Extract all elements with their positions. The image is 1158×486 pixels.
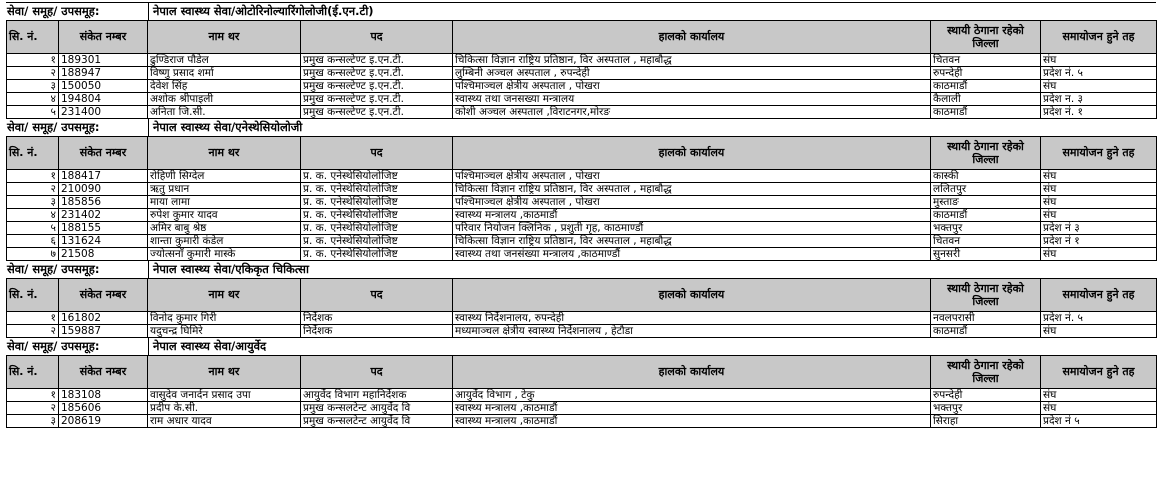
cell-district: सिराहा	[931, 415, 1041, 428]
cell-code-number: 208619	[59, 415, 148, 428]
section-title	[6, 3, 1156, 20]
header-name: नाम थर	[148, 279, 301, 312]
employee-table	[6, 136, 1157, 261]
cell-serial-no: ३	[7, 196, 59, 209]
cell-post: प्र. क. एनेस्थेसियोलोजिष्ट	[301, 209, 453, 222]
cell-post: प्र. क. एनेस्थेसियोलोजिष्ट	[301, 248, 453, 261]
header-adjustment-level: समायोजन हुने तह	[1041, 356, 1157, 389]
header-adjustment-level: समायोजन हुने तह	[1041, 21, 1157, 54]
cell-post: प्र. क. एनेस्थेसियोलोजिष्ट	[301, 196, 453, 209]
cell-post: प्रमुख कन्सल्टेण्ट इ.एन.टी.	[301, 54, 453, 67]
cell-adjustment-level: संघ	[1041, 170, 1157, 183]
cell-district: कास्की	[931, 170, 1041, 183]
section-label: सेवा/ समूह/ उपसमूह:	[6, 3, 149, 20]
cell-serial-no: १	[7, 312, 59, 325]
cell-serial-no: २	[7, 67, 59, 80]
cell-name: विनोद कुमार गिरी	[148, 312, 301, 325]
cell-post: प्र. क. एनेस्थेसियोलोजिष्ट	[301, 183, 453, 196]
table-row	[7, 67, 1157, 80]
section-name: नेपाल स्वास्थ्य सेवा/एनेस्थेसियोलोजी	[153, 120, 303, 134]
cell-post: प्र. क. एनेस्थेसियोलोजिष्ट	[301, 170, 453, 183]
cell-adjustment-level: प्रदेश नं. १	[1041, 106, 1157, 119]
cell-code-number: 21508	[59, 248, 148, 261]
employee-table	[6, 278, 1157, 338]
section-label: सेवा/ समूह/ उपसमूह:	[6, 338, 149, 355]
cell-post: प्रमुख कन्सलटेन्ट आयुर्वेद वि	[301, 415, 453, 428]
cell-post: प्रमुख कन्सलटेन्ट आयुर्वेद वि	[301, 402, 453, 415]
table-row	[7, 312, 1157, 325]
cell-code-number: 231402	[59, 209, 148, 222]
header-name: नाम थर	[148, 137, 301, 170]
document-sheet	[6, 0, 1156, 428]
cell-district: मुस्ताङ	[931, 196, 1041, 209]
cell-post: निर्देशक	[301, 325, 453, 338]
table-row	[7, 93, 1157, 106]
table-row	[7, 106, 1157, 119]
cell-name: ऋतु प्रधान	[148, 183, 301, 196]
cell-district: काठमाडौं	[931, 209, 1041, 222]
cell-office: चिकित्सा विज्ञान राष्ट्रिय प्रतिष्ठान, विर अस्पताल , महाबौद्ध	[453, 54, 931, 67]
table-row	[7, 196, 1157, 209]
header-office: हालको कार्यालय	[453, 21, 931, 54]
cell-code-number: 188417	[59, 170, 148, 183]
cell-serial-no: १	[7, 54, 59, 67]
cell-serial-no: ३	[7, 415, 59, 428]
cell-office: कोशी अञ्चल अस्पताल ,विराटनगर,मोरङ	[453, 106, 931, 119]
header-post: पद	[301, 279, 453, 312]
cell-office: पश्चिमाञ्चल क्षेत्रीय अस्पताल , पोखरा	[453, 170, 931, 183]
section-name: नेपाल स्वास्थ्य सेवा/एकिकृत चिकित्सा	[153, 262, 309, 276]
cell-adjustment-level: प्रदेश नं ३	[1041, 222, 1157, 235]
cell-adjustment-level: प्रदेश नं ५	[1041, 415, 1157, 428]
header-post: पद	[301, 137, 453, 170]
cell-district: काठमाडौं	[931, 325, 1041, 338]
section-name: नेपाल स्वास्थ्य सेवा/आयुर्वेद	[153, 339, 267, 353]
cell-post: प्रमुख कन्सल्टेण्ट इ.एन.टी.	[301, 93, 453, 106]
cell-office: मध्यमाञ्चल क्षेत्रीय स्वास्थ्य निर्देशनालय , हेटौडा	[453, 325, 931, 338]
cell-name: वासुदेव जनार्दन प्रसाद उपा	[148, 389, 301, 402]
table-row	[7, 415, 1157, 428]
cell-office: स्वास्थ्य मन्त्रालय ,काठमाडौं	[453, 209, 931, 222]
header-adjustment-level: समायोजन हुने तह	[1041, 279, 1157, 312]
header-post: पद	[301, 21, 453, 54]
cell-code-number: 131624	[59, 235, 148, 248]
header-office: हालको कार्यालय	[453, 279, 931, 312]
cell-office: चिकित्सा विज्ञान राष्ट्रिय प्रतिष्ठान, विर अस्पताल , महाबौद्ध	[453, 235, 931, 248]
cell-name: अनिता जि.सी.	[148, 106, 301, 119]
table-row	[7, 170, 1157, 183]
cell-district: रुपन्देही	[931, 67, 1041, 80]
section-label: सेवा/ समूह/ उपसमूह:	[6, 261, 149, 278]
cell-office: पश्चिमाञ्चल क्षेत्रीय अस्पताल , पोखरा	[453, 196, 931, 209]
cell-district: काठमाडौं	[931, 80, 1041, 93]
table-row	[7, 209, 1157, 222]
cell-adjustment-level: संघ	[1041, 183, 1157, 196]
cell-code-number: 150050	[59, 80, 148, 93]
cell-adjustment-level: संघ	[1041, 80, 1157, 93]
cell-adjustment-level: प्रदेश नं. ५	[1041, 67, 1157, 80]
cell-post: प्रमुख कन्सल्टेण्ट इ.एन.टी.	[301, 80, 453, 93]
cell-name: यदुचन्द्र घिमिरे	[148, 325, 301, 338]
cell-code-number: 189301	[59, 54, 148, 67]
header-serial-no: सि. नं.	[7, 137, 59, 170]
cell-post: प्र. क. एनेस्थेसियोलोजिष्ट	[301, 235, 453, 248]
cell-serial-no: १	[7, 170, 59, 183]
cell-adjustment-level: प्रदेश नं १	[1041, 235, 1157, 248]
cell-code-number: 188155	[59, 222, 148, 235]
header-code-number: संकेत नम्बर	[59, 137, 148, 170]
table-header-row	[7, 21, 1157, 54]
cell-district: नवलपरासी	[931, 312, 1041, 325]
cell-office: स्वास्थ्य तथा जनसख्या मन्त्रालय	[453, 93, 931, 106]
cell-serial-no: २	[7, 183, 59, 196]
header-name: नाम थर	[148, 21, 301, 54]
table-header-row	[7, 137, 1157, 170]
table-row	[7, 54, 1157, 67]
cell-adjustment-level: संघ	[1041, 389, 1157, 402]
header-district: स्थायी ठेगाना रहेको जिल्ला	[931, 137, 1041, 170]
header-district: स्थायी ठेगाना रहेको जिल्ला	[931, 356, 1041, 389]
section-label: सेवा/ समूह/ उपसमूह:	[6, 119, 149, 136]
table-row	[7, 402, 1157, 415]
cell-adjustment-level: प्रदेश न. ३	[1041, 93, 1157, 106]
cell-name: रोहिणी सिग्देल	[148, 170, 301, 183]
header-office: हालको कार्यालय	[453, 137, 931, 170]
cell-district: रुपन्देही	[931, 389, 1041, 402]
table-header-row	[7, 356, 1157, 389]
cell-code-number: 185606	[59, 402, 148, 415]
table-row	[7, 389, 1157, 402]
cell-district: ललितपुर	[931, 183, 1041, 196]
cell-adjustment-level: संघ	[1041, 209, 1157, 222]
cell-serial-no: ३	[7, 80, 59, 93]
cell-name: अमिर बाबु श्रेष्ठ	[148, 222, 301, 235]
cell-district: भक्तपुर	[931, 222, 1041, 235]
cell-name: विष्णु प्रसाद शर्मा	[148, 67, 301, 80]
cell-name: शान्ता कुमारी कंडेल	[148, 235, 301, 248]
header-code-number: संकेत नम्बर	[59, 279, 148, 312]
cell-post: प्र. क. एनेस्थेसियोलोजिष्ट	[301, 222, 453, 235]
cell-name: राम अधार यादव	[148, 415, 301, 428]
sections-container	[6, 3, 1156, 428]
cell-serial-no: ४	[7, 209, 59, 222]
header-post: पद	[301, 356, 453, 389]
cell-adjustment-level: संघ	[1041, 248, 1157, 261]
employee-table	[6, 355, 1157, 428]
section-name: नेपाल स्वास्थ्य सेवा/ओटोरिनोल्यारिंगोलोजी(ई.एन.टी)	[153, 4, 374, 18]
cell-serial-no: ५	[7, 106, 59, 119]
cell-district: चितवन	[931, 54, 1041, 67]
cell-code-number: 210090	[59, 183, 148, 196]
cell-district: काठमाडौं	[931, 106, 1041, 119]
header-adjustment-level: समायोजन हुने तह	[1041, 137, 1157, 170]
cell-district: भक्तपुर	[931, 402, 1041, 415]
cell-name: प्रदीप के.सी.	[148, 402, 301, 415]
header-serial-no: सि. नं.	[7, 279, 59, 312]
employee-table	[6, 20, 1157, 119]
section-title	[6, 119, 1156, 136]
cell-office: परिवार नियोजन क्लिनिक , प्रशुती गृह, काठमाण्डौं	[453, 222, 931, 235]
cell-adjustment-level: संघ	[1041, 325, 1157, 338]
header-district: स्थायी ठेगाना रहेको जिल्ला	[931, 21, 1041, 54]
cell-adjustment-level: प्रदेश नं. ५	[1041, 312, 1157, 325]
cell-name: देवेश सिंह	[148, 80, 301, 93]
cell-code-number: 183108	[59, 389, 148, 402]
cell-name: ढुण्डिराज पौडेल	[148, 54, 301, 67]
header-serial-no: सि. नं.	[7, 21, 59, 54]
header-code-number: संकेत नम्बर	[59, 356, 148, 389]
cell-name: ज्योत्सनाँ कुमारी मास्के	[148, 248, 301, 261]
section-title	[6, 261, 1156, 278]
table-row	[7, 183, 1157, 196]
cell-code-number: 194804	[59, 93, 148, 106]
cell-code-number: 159887	[59, 325, 148, 338]
cell-post: निर्देशक	[301, 312, 453, 325]
cell-serial-no: १	[7, 389, 59, 402]
cell-post: आयुर्वेद विभाग महानिर्देशक	[301, 389, 453, 402]
cell-office: आयुर्वेद विभाग , टेकु	[453, 389, 931, 402]
cell-office: स्वास्थ्य मन्त्रालय ,काठमाडौं	[453, 415, 931, 428]
cell-district: चितवन	[931, 235, 1041, 248]
cell-office: स्वास्थ्य मन्त्रालय ,काठमाडौं	[453, 402, 931, 415]
cell-adjustment-level: संघ	[1041, 402, 1157, 415]
cell-office: चिकित्सा विज्ञान राष्ट्रिय प्रतिष्ठान, विर अस्पताल , महाबौद्ध	[453, 183, 931, 196]
table-row	[7, 325, 1157, 338]
cell-serial-no: ७	[7, 248, 59, 261]
cell-office: स्वास्थ्य निर्देशनालय, रुपन्देही	[453, 312, 931, 325]
table-row	[7, 80, 1157, 93]
cell-district: सुनसरी	[931, 248, 1041, 261]
header-name: नाम थर	[148, 356, 301, 389]
cell-district: कैलाली	[931, 93, 1041, 106]
cell-office: लुम्बिनी अञ्चल अस्पताल , रुपन्देही	[453, 67, 931, 80]
header-serial-no: सि. नं.	[7, 356, 59, 389]
cell-post: प्रमुख कन्सल्टेण्ट इ.एन.टी.	[301, 67, 453, 80]
cell-serial-no: ४	[7, 93, 59, 106]
cell-office: पश्चिमाञ्चल क्षेत्रीय अस्पताल , पोखरा	[453, 80, 931, 93]
header-code-number: संकेत नम्बर	[59, 21, 148, 54]
cell-serial-no: ६	[7, 235, 59, 248]
table-row	[7, 235, 1157, 248]
cell-serial-no: २	[7, 325, 59, 338]
cell-serial-no: ५	[7, 222, 59, 235]
cell-name: अशोक श्रीपाइली	[148, 93, 301, 106]
cell-adjustment-level: संघ	[1041, 196, 1157, 209]
cell-code-number: 231400	[59, 106, 148, 119]
cell-name: माया लामा	[148, 196, 301, 209]
cell-post: प्रमुख कन्सल्टेण्ट इ.एन.टी.	[301, 106, 453, 119]
cell-code-number: 188947	[59, 67, 148, 80]
cell-code-number: 161802	[59, 312, 148, 325]
table-row	[7, 248, 1157, 261]
header-office: हालको कार्यालय	[453, 356, 931, 389]
cell-office: स्वास्थ्य तथा जनसंख्या मन्त्रालय ,काठमाण्डौं	[453, 248, 931, 261]
table-header-row	[7, 279, 1157, 312]
cell-adjustment-level: संघ	[1041, 54, 1157, 67]
cell-code-number: 185856	[59, 196, 148, 209]
section-title	[6, 338, 1156, 355]
cell-serial-no: २	[7, 402, 59, 415]
header-district: स्थायी ठेगाना रहेको जिल्ला	[931, 279, 1041, 312]
table-row	[7, 222, 1157, 235]
cell-name: रुपेश कुमार यादव	[148, 209, 301, 222]
